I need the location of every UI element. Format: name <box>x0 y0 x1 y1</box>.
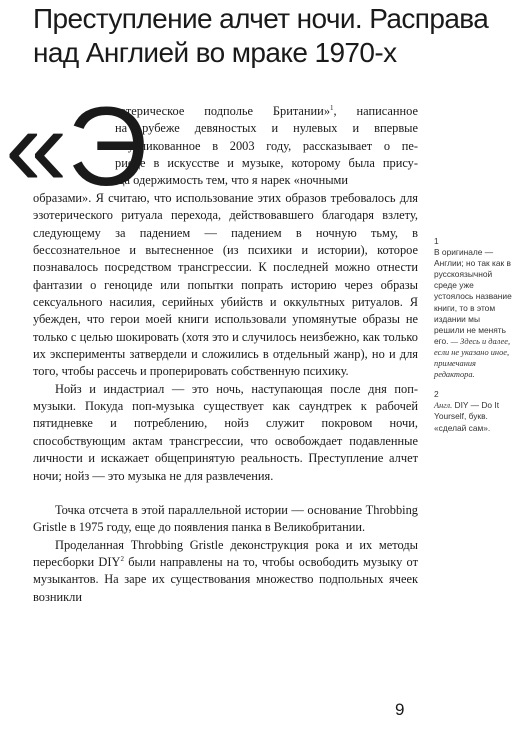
paragraph: Нойз и индастриал — это ночь, наступающая после дня поп-музыки. Покуда поп-музыка существует как саундтрек к рабочей пятидневке и потреблению, нойз служит покровом ночи, способствующим актам трансгрессии, что освобождает подавленные личности и искажает общепринятую реальность. Преступление алчет ночи; нойз — это музыка не для развлечения. <box>33 381 418 483</box>
drop-cap: «Э <box>5 84 148 209</box>
footnote-number: 2 <box>434 389 439 400</box>
chapter-title <box>33 2 493 70</box>
paragraph: Точка отсчета в этой параллельной истории — основание Throbbing Gristle в 1975 году, еще до появления панка в Великобритании. <box>33 502 418 535</box>
footnote-text: Англ. DIY — Do It Yourself, букв. «сделай сам». <box>434 400 500 433</box>
footnote-ref-1: 1 <box>330 104 334 112</box>
footnotes <box>434 236 512 443</box>
intro-line: на рубеже девяностых и нулевых и впервые <box>115 121 418 136</box>
intro-line: опубликованное в 2003 году, рассказывает о пе- <box>115 138 418 153</box>
chapter-title-line-2: над Англией во мраке 1970-х <box>33 37 397 68</box>
main-text <box>5 84 418 606</box>
page-number: 9 <box>395 700 405 719</box>
intro-line: зотерическое подполье Британии»$^1$, написанное <box>115 104 418 118</box>
footnote-text: В оригинале — Англии; но так как в русскоязычной среде уже устоялось название книги, то в этом издании мы решили не менять его. — Здесь и далее, если не указано иное, примечания редактора. <box>434 247 512 380</box>
intro-paragraph-rest: образами». Я считаю, что использование этих образов требовалось для эзотерического ритуала перехода, действовавшего благодаря взлету, следующему за падением — падением в ночную тьму, в бессознательное и вытесненное (из психики и истории), которое познавалось посредством трансгрессии. К последней можно отнести фантазии о геноциде или попытки попрать историю через образы сексуального насилия, серийных убийств и оккультных ритуалов. Я убежден, что герои моей книги использовали упомянутые образы не только с целью шокировать (хотя это и случилось неизбежно, как только их эксперименты затвердели и сложились в отдельный жанр), но и для того, чтобы рассечь и проперировать собственную психику. <box>33 191 418 379</box>
chapter-title-line-1: Преступление алчет ночи. Расправа <box>33 3 489 34</box>
paragraph: Проделанная Throbbing Gristle деконструкция рока и их методы пересборки DIY$^2$ были направлены на то, чтобы освободить музыку от музыкантов. На заре их существования множество подпольных ячеек возникли <box>33 537 418 604</box>
intro-line: риоде в искусстве и музыке, которому была прису- <box>115 156 418 171</box>
footnote-number: 1 <box>434 236 439 246</box>
intro-paragraph <box>5 84 418 293</box>
footnote-ref-2: 2 <box>120 554 124 563</box>
section-gap <box>33 485 418 502</box>
intro-line: ща одержимость тем, что я нарек «ночными <box>115 173 349 188</box>
